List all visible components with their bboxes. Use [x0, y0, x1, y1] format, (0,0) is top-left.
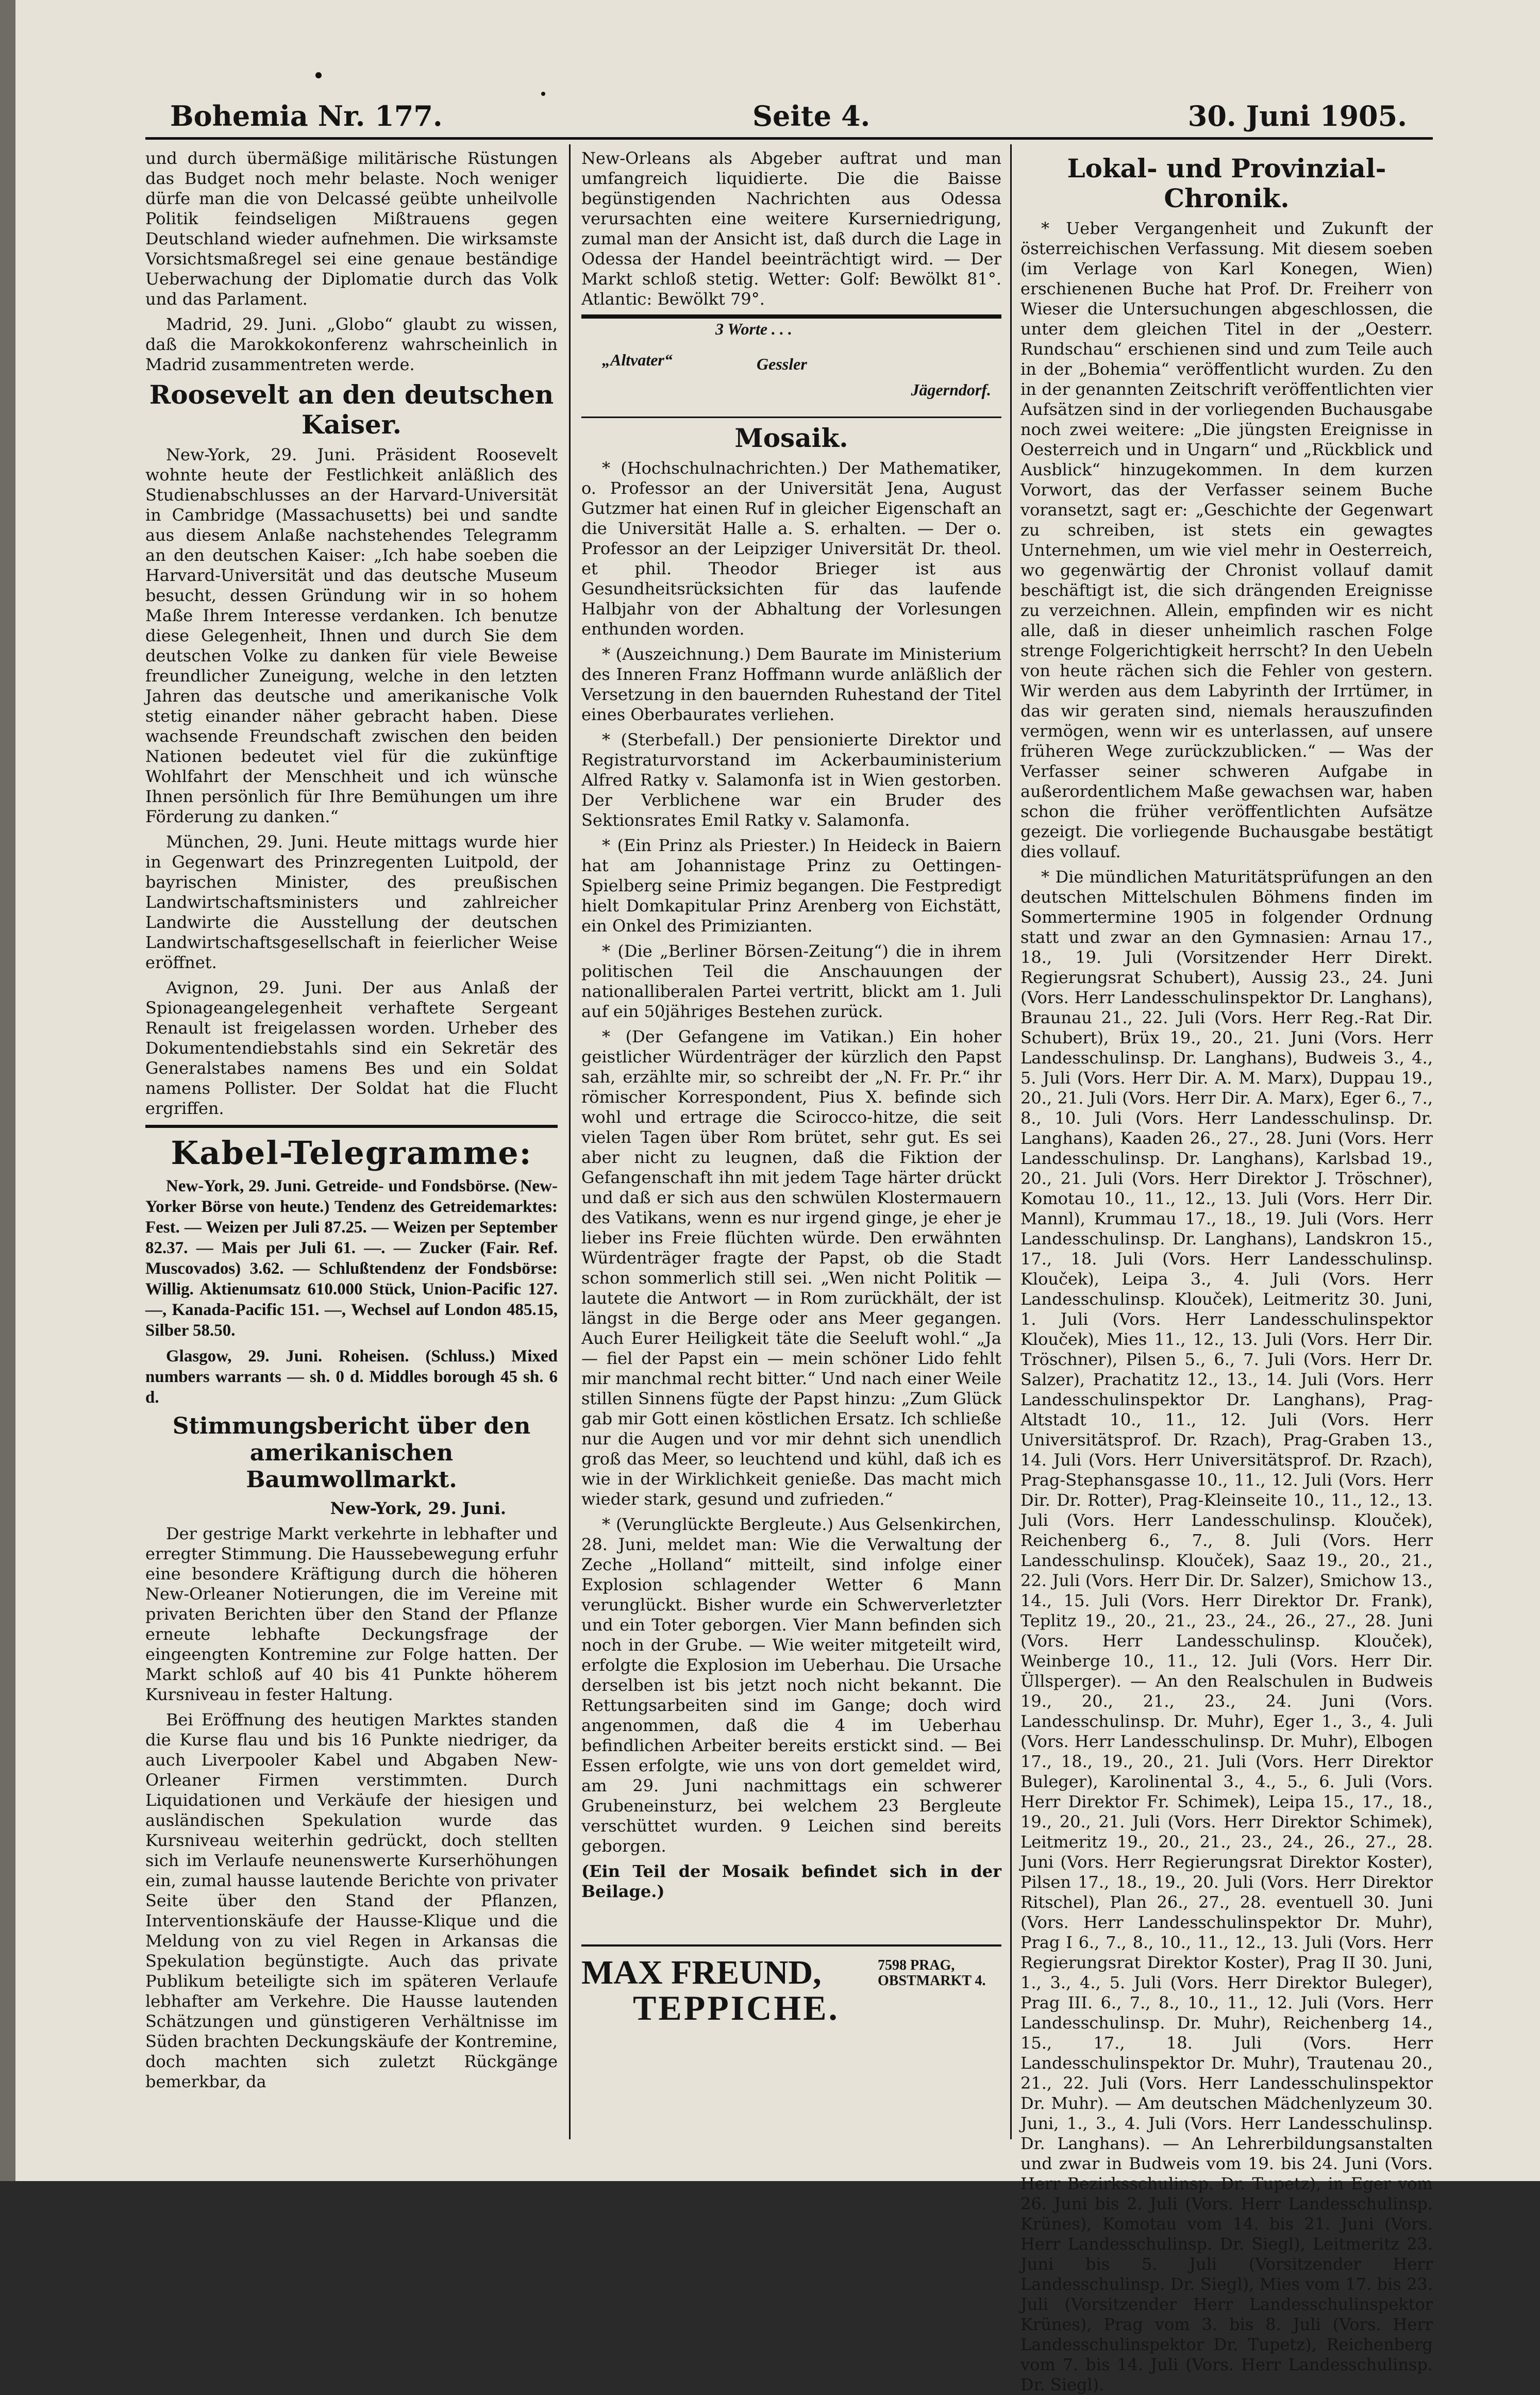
headline-lokal-chronik: Lokal- und Provinzial-Chronik. — [1067, 153, 1386, 213]
header-issue: Bohemia Nr. 177. — [170, 99, 443, 132]
advert-line: Gessler — [757, 355, 807, 373]
advert-address — [878, 1958, 986, 1989]
column-rule-2 — [1010, 144, 1012, 2139]
advert-product: TEPPICHE. — [633, 1988, 840, 2027]
mosaik-item: * (Die „Berliner Börsen-Zeitung“) die in ihrem politischen Teil die Anschauungen der nationalliberalen Partei vertritt, blickt am 1. Juli auf ein 50jähriges Bestehen zurück. — [581, 941, 1001, 1021]
mosaik-item: * (Sterbefall.) Der pensionierte Direktor und Registraturvorstand im Ackerbauministerium Alfred Ratky v. Salamonfa ist in Wien gestorben. Der Verblichene war ein Bruder des Sektionsrates Emil Ratky v. Salamonfa. — [581, 730, 1001, 830]
news-madrid: Madrid, 29. Juni. „Globo“ glaubt zu wissen, daß die Marokkokonferenz wahrscheinlich in Madrid zusammentreten werde. — [145, 314, 558, 374]
advert-number: 7598 — [878, 1957, 907, 1973]
advert-line: 3 Worte . . . — [715, 320, 793, 338]
column-1 — [145, 148, 558, 2138]
news-muenchen: München, 29. Juni. Heute mittags wurde hier in Gegenwart des Prinzregenten Luitpold, der bayrischen Minister, des preußischen Landwirtschaftsministers und zahlreicher Landwirte die Ausstellung der deutschen Landwirtschaftsgesellschaft in feierlicher Weise eröffnet. — [145, 832, 558, 972]
advert-line: „Altvater“ — [602, 351, 673, 369]
headline-kabel-telegramme: Kabel-Telegramme: — [171, 1134, 532, 1172]
mosaik-item: * (Ein Prinz als Priester.) In Heideck in Baiern hat am Johannistage Prinz zu Oettingen-Spielberg seine Primiz begangen. Die Festpredigt hielt Domkapitular Prinz Arenberg von Eichstätt, ein Onkel des Primizianten. — [581, 836, 1001, 936]
headline-mosaik: Mosaik. — [734, 423, 848, 453]
advert-drei-worte — [581, 314, 1001, 418]
headline-roosevelt: Roosevelt an den deutschen Kaiser. — [149, 379, 554, 440]
advert-city: PRAG, — [910, 1957, 955, 1973]
telegram-glasgow: Glasgow, 29. Juni. Roheisen. (Schluss.) Mixed numbers warrants — sh. 0 d. Middles borough 45 sh. 6 d. — [145, 1347, 558, 1407]
column-3 — [1020, 148, 1433, 2394]
news-avignon: Avignon, 29. Juni. Der aus Anlaß der Spionageangelegenheit verhaftete Sergeant Renault ist freigelassen worden. Urheber des Dokumentendiebstahls sind ein Sekretär des Generalstabes namens Bes und ein Soldat namens Pollister. Der Soldat hat die Flucht ergriffen. — [145, 978, 558, 1118]
header-date: 30. Juni 1905. — [1187, 99, 1407, 132]
column-2 — [581, 148, 1001, 2138]
mosaik-item: * (Der Gefangene im Vatikan.) Ein hoher geistlicher Würdenträger der kürzlich den Papst sah, erzählte mir, so schreibt der „N. Fr. Pr.“ ihr römischer Korrespondent, Pius X. befinde sich wohl und ertrage die Scirocco-hitze, die seit vielen Tagen über Rom brütet, sehr gut. Es sei aber nicht zu leugnen, daß die Fiktion der Gefangenschaft ihn mit jedem Tage härter drückt und daß er sich aus den schwülen Klostermauern des Vatikans, wenn es nur irgend ginge, je eher je lieber ins Freie flüchten würde. Den erwähnten Würdenträger fragte der Papst, ob die Stadt schon sommerlich still sei. „Wen nicht Politik — lautete die Antwort — in Rom zurückhält, der ist längst in die Berge oder ans Meer gegangen. Auch Eurer Heiligkeit täte die Seeluft wohl.“ „Ja — fiel der Papst ein — mein schöner Lido fehlt mir manchmal recht bitter.“ Und nach einer Weile stillen Sinnens fügte der Papst hinzu: „Zum Glück gab mir Gott einen köstlichen Ersatz. Ich schließe nur die Augen und vor mir dehnt sich unendlich groß das Meer, so leuchtend und kühl, daß ich es wie in der Wirklichkeit genieße. Das macht mich wieder stark, gesund und zufrieden.“ — [581, 1027, 1001, 1509]
dateline-newyork: New-York, 29. Juni. — [330, 1499, 506, 1518]
article-paragraph: und durch übermäßige militärische Rüstungen das Budget noch mehr belaste. Noch weniger dürfe man die von Delcassé geübte unheilvolle Politik feindseligen Mißtrauens gegen Deutschland wieder aufnehmen. Die wirksamste Vorsichtsmaßregel sei eine genaue beständige Ueberwachung der Diplomatie durch das Volk und das Parlament. — [145, 148, 558, 309]
ink-speck — [315, 72, 322, 78]
market-paragraph: Bei Eröffnung des heutigen Marktes standen die Kurse flau und bis 16 Punkte niedriger, da auch Liverpooler Kabel und Abgaben New-Orleaner Firmen verstimmten. Durch Liquidationen und Verkäufe der hiesigen und ausländischen Spekulation wurde das Kursniveau weiterhin gedrückt, doch stellten sich im Verlaufe neunenswerte Kurserhöhungen ein, zumal hausse lautende Berichte von privater Seite über den Stand der Pflanzen, Interventionskäufe der Hausse-Klique und die Meldung von zu viel Regen in Arkansas die Spekulation begünstigte. Auch das private Publikum beteiligte sich im späteren Verlaufe lebhafter am Verkehre. Die Hausse lautenden Schätzungen und günstigeren Verhältnisse im Süden brachten Deckungskäufe der Kontremine, doch machten sich zuletzt Rückgänge bemerkbar, da — [145, 1710, 558, 2091]
mosaik-item: * (Auszeichnung.) Dem Baurate im Ministerium des Inneren Franz Hoffmann wurde anläßlich der Versetzung in den bauernden Ruhestand der Titel eines Oberbaurates verliehen. — [581, 644, 1001, 724]
chronik-item: * Ueber Vergangenheit und Zukunft der österreichischen Verfassung. Mit diesem soeben (im Verlage von Karl Konegen, Wien) erschienenen Buche hat Prof. Dr. Freiherr von Wieser die Untersuchungen abgeschlossen, die unter dem gleichen Titel in der „Oesterr. Rundschau“ erschienen sind und zum Teile auch in der „Bohemia“ veröffentlicht wurden. Zu den in der genannten Zeitschrift veröffentlichten vier Aufsätzen sind in der vorliegenden Buchausgabe noch zwei weitere: „Die jüngsten Ereignisse in Oesterreich und in Ungarn“ und „Rückblick und Ausblick“ hinzugekommen. In dem kurzen Vorwort, das der Verfasser seinem Buche voransetzt, sagt er: „Geschichte der Gegenwart zu schreiben, ist stets ein gewagtes Unternehmen, um wie viel mehr in Oesterreich, wo gegenwärtig der Chronist vollauf damit beschäftigt ist, die sich drängenden Ereignisse zu verzeichnen. Allein, empfinden wir es nicht alle, daß in dieser unheimlich raschen Folge strenge Folgerichtigkeit herrscht? In den Uebeln von heute rächen sich die Fehler von gestern. Wir werden aus dem Labyrinth der Irrtümer, in das wir geraten sind, niemals herauszufinden vermögen, wenn wir es unterlassen, auf unsere früheren Wege zurückzublicken.“ — Was der Verfasser seiner schweren Aufgabe in außerordentlichem Maße gewachsen war, haben schon die früher veröffentlichten Aufsätze gezeigt. Die vorliegende Buchausgabe bestätigt dies vollauf. — [1020, 219, 1433, 861]
advert-company: MAX FREUND, — [581, 1954, 822, 1991]
header-page-number: Seite 4. — [752, 99, 871, 132]
column-rule-1 — [569, 144, 571, 2139]
advert-street: OBSTMARKT 4. — [878, 1973, 986, 1989]
market-paragraph: Der gestrige Markt verkehrte in lebhafter und erregter Stimmung. Die Haussebewegung erfuhr eine besondere Kräftigung durch die höheren New-Orleaner Notierungen, die im Vereine mit privaten Berichten über den Stand der Pflanze erneute lebhafte Deckungsfrage der eingeengten Kontremine zur Folge hatten. Der Markt schloß auf 40 bis 41 Punkte höherem Kursniveau in fester Haltung. — [145, 1524, 558, 1704]
market-paragraph-cont: New-Orleans als Abgeber auftrat und man umfangreich liquidierte. Die die Baisse begünstigenden Nachrichten aus Odessa verursachten eine weitere Kurserniedrigung, zumal man der Ansicht ist, daß durch die Lage in Odessa der Handel beeinträchtigt wird. — Der Markt schloß stetig. Wetter: Golf: Bewölkt 81°. Atlantic: Bewölkt 79°. — [581, 148, 1001, 309]
news-roosevelt: New-York, 29. Juni. Präsident Roosevelt wohnte heute der Festlichkeit anläßlich des Studienabschlusses an der Harvard-Universität in Cambridge (Massachusetts) bei und sandte aus diesem Anlaße nachstehendes Telegramm an den deutschen Kaiser: „Ich habe soeben die Harvard-Universität und das deutsche Museum besucht, dessen Gründung wir in so hohem Maße Ihrem Interesse verdanken. Ich benutze diese Gelegenheit, Ihnen und durch Sie dem deutschen Volke zu danken für viele Beweise freundlicher Zuneigung, welche in den letzten Jahren das deutsche und amerikanische Volk stetig einander näher gebracht haben. Diese wachsende Freundschaft zwischen den beiden Nationen bedeutet viel für die zukünftige Wohlfahrt der Menschheit und ich wünsche Ihnen persönlich für Ihre Bemühungen um ihre Förderung zu danken.“ — [145, 445, 558, 826]
telegram-block — [145, 1176, 558, 1408]
section-divider — [145, 1125, 558, 1128]
continuation-note: (Ein Teil der Mosaik befindet sich in der Beilage.) — [581, 1861, 1001, 1901]
advert-max-freund — [581, 1954, 1001, 2026]
mosaik-item: * (Verunglückte Bergleute.) Aus Gelsenkirchen, 28. Juni, meldet man: Wie die Verwaltung der Zeche „Holland“ mitteilt, sind infolge einer Explosion schlagender Wetter 6 Mann verunglückt. Bisher wurde ein Schwerverletzter und ein Toter geborgen. Vier Mann befinden sich noch in der Grube. — Wie weiter mitgeteilt wird, erfolgte die Explosion im Ueberhau. Die Ursache derselben ist bis jetzt noch nicht bekannt. Die Rettungsarbeiten sind im Gange; doch wird angenommen, daß die 4 im Ueberhau befindlichen Arbeiter bereits erstickt sind. — Bei Essen erfolgte, wie uns von dort gemeldet wird, am 29. Juni nachmittags ein schwerer Grubeneinsturz, bei welchem 23 Bergleute verschüttet wurden. 9 Leichen sind bereits geborgen. — [581, 1515, 1001, 1856]
page-edge-shadow — [0, 0, 15, 2181]
chronik-item: * Die mündlichen Maturitätsprüfungen an den deutschen Mittelschulen Böhmens finden im Sommertermine 1905 in folgender Ordnung statt und zwar an den Gymnasien: Arnau 17., 18., 19. Juli (Vorsitzender Herr Direkt. Regierungsrat Schubert), Aussig 23., 24. Juni (Vors. Herr Landesschulinspektor Dr. Langhans), Braunau 21., 22. Juli (Vors. Herr Reg.-Rat Dir. Schubert), Brüx 19., 20., 21. Juni (Vors. Herr Landesschulinsp. Dr. Langhans), Budweis 3., 4., 5. Juli (Vors. Herr Dir. A. M. Marx), Duppau 19., 20., 21. Juli (Vors. Herr Dir. A. Marx), Eger 6., 7., 8., 10. Juli (Vors. Herr Landesschulinsp. Dr. Langhans), Kaaden 26., 27., 28. Juni (Vors. Herr Landesschulinsp. Dr. Langhans), Karlsbad 19., 20., 21. Juli (Vors. Herr Direktor J. Tröschner), Komotau 10., 11., 12., 13. Juli (Vors. Herr Dir. Mannl), Krummau 17., 18., 19. Juli (Vors. Herr Landesschulinsp. Dr. Langhans), Landskron 15., 17., 18. Juli (Vors. Herr Landesschulinsp. Klouček), Leipa 3., 4. Juli (Vors. Herr Landesschulinsp. Klouček), Leitmeritz 30. Juni, 1. Juli (Vors. Herr Landesschulinspektor Klouček), Mies 11., 12., 13. Juli (Vors. Herr Dir. Tröschner), Pilsen 5., 6., 7. Juli (Vors. Herr Dr. Salzer), Prachatitz 12., 13., 14. Juli (Vors. Herr Landesschulinspektor Dr. Langhans), Prag-Altstadt 10., 11., 12. Juli (Vors. Herr Universitätsprof. Dr. Rzach), Prag-Graben 13., 14. Juli (Vors. Herr Universitätsprof. Dr. Rzach), Prag-Stephansgasse 10., 11., 12. Juli (Vors. Herr Dir. Dr. Rotter), Prag-Kleinseite 10., 11., 12., 13. Juli (Vors. Herr Landesschulinsp. Klouček), Reichenberg 6., 7., 8. Juli (Vors. Herr Landesschulinsp. Klouček), Saaz 19., 20., 21., 22. Juli (Vors. Herr Dir. Dr. Salzer), Smichow 13., 14., 15. Juli (Vors. Herr Direktor Dr. Frank), Teplitz 19., 20., 21., 23., 24., 26., 27., 28. Juni (Vors. Herr Landesschulinsp. Klouček), Weinberge 10., 11., 12. Juli (Vors. Herr Dir. Üllsperger). — An den Realschulen in Budweis 19., 20., 21., 23., 24. Juni (Vors. Landesschulinsp. Dr. Muhr), Eger 1., 3., 4. Juli (Vors. Herr Landesschulinsp. Dr. Muhr), Elbogen 17., 18., 19., 20., 21. Juli (Vors. Herr Direktor Buleger), Karolinental 3., 4., 5., 6. Juli (Vors. Herr Direktor Fr. Schimek), Leipa 15., 17., 18., 19., 20., 21. Juli (Vors. Herr Direktor Schimek), Leitmeritz 19., 20., 21., 23., 24., 26., 27., 28. Juni (Vors. Herr Regierungsrat Direktor Koster), Pilsen 17., 18., 19., 20. Juli (Vors. Herr Direktor Ritschel), Plan 26., 27., 28. eventuell 30. Juni (Vors. Herr Landesschulinspektor Dr. Muhr), Prag I 6., 7., 8., 10., 11., 12., 13. Juli (Vors. Herr Regierungsrat Direktor Koster), Prag II 30. Juni, 1., 3., 4., 5. Juli (Vors. Herr Direktor Buleger), Prag III. 6., 7., 8., 10., 11., 12. Juli (Vors. Herr Landesschulinsp. Dr. Muhr), Reichenberg 14., 15., 17., 18. Juli (Vors. Herr Landesschulinspektor Dr. Muhr), Trautenau 20., 21., 22. Juli (Vors. Herr Landesschulinspektor Dr. Muhr). — Am deutschen Mädchenlyzeum 30. Juni, 1., 3., 4. Juli (Vors. Herr Landesschulinsp. Dr. Langhans). — An Lehrerbildungsanstalten und zwar in Budweis vom 19. bis 24. Juni (Vors. Herr Bezirksschulinsp. Dr. Tupetz), in Eger vom 26. Juni bis 2. Juli (Vors. Herr Landesschulinsp. Krünes), Komotau vom 14. bis 21. Juni (Vors. Herr Landesschulinsp. Dr. Siegl), Leitmeritz 23. Juni bis 5. Juli (Vorsitzender Herr Landesschulinsp. Dr. Siegl), Mies vom 17. bis 23. Juli (Vorsitzender Herr Landesschulinspektor Krünes), Prag vom 3. bis 8. Juli (Vors. Herr Landesschulinspektor Dr. Tupetz), Reichenberg vom 7. bis 14. Juli (Vors. Herr Landesschulinsp. Dr. Siegl). — [1020, 867, 1433, 2394]
headline-baumwolle: Stimmungsbericht über den amerikanischen Baumwollmarkt. — [172, 1413, 531, 1493]
advert-line: Jägerndorf. — [911, 380, 991, 399]
telegram-newyork: New-York, 29. Juni. Getreide- und Fondsbörse. (New-Yorker Börse von heute.) Tendenz des Getreidemarktes: Fest. — Weizen per Juli 87.25. — Weizen per September 82.37. — Mais per Juli 61. —. — Zucker (Fair. Ref. Muscovados) 3.62. — Schlußtendenz der Fondsbörse: Willig. Aktienumsatz 610.000 Stück, Union-Pacific 127. —, Kanada-Pacific 151. —, Wechsel auf London 485.15, Silber 58.50. — [145, 1177, 558, 1340]
ad-rule — [581, 1944, 1001, 1947]
ink-speck — [541, 92, 545, 96]
mosaik-item: * (Hochschulnachrichten.) Der Mathematiker, o. Professor an der Universität Jena, August Gutzmer hat einen Ruf in gleicher Eigenschaft an die Universität Halle a. S. erhalten. — Der o. Professor an der Leipziger Universität Dr. theol. et phil. Theodor Brieger ist aus Gesundheitsrücksichten für das laufende Halbjahr von der Abhaltung der Vorlesungen enthunden worden. — [581, 458, 1001, 639]
header-rule — [145, 137, 1433, 140]
page-header — [170, 98, 1407, 134]
